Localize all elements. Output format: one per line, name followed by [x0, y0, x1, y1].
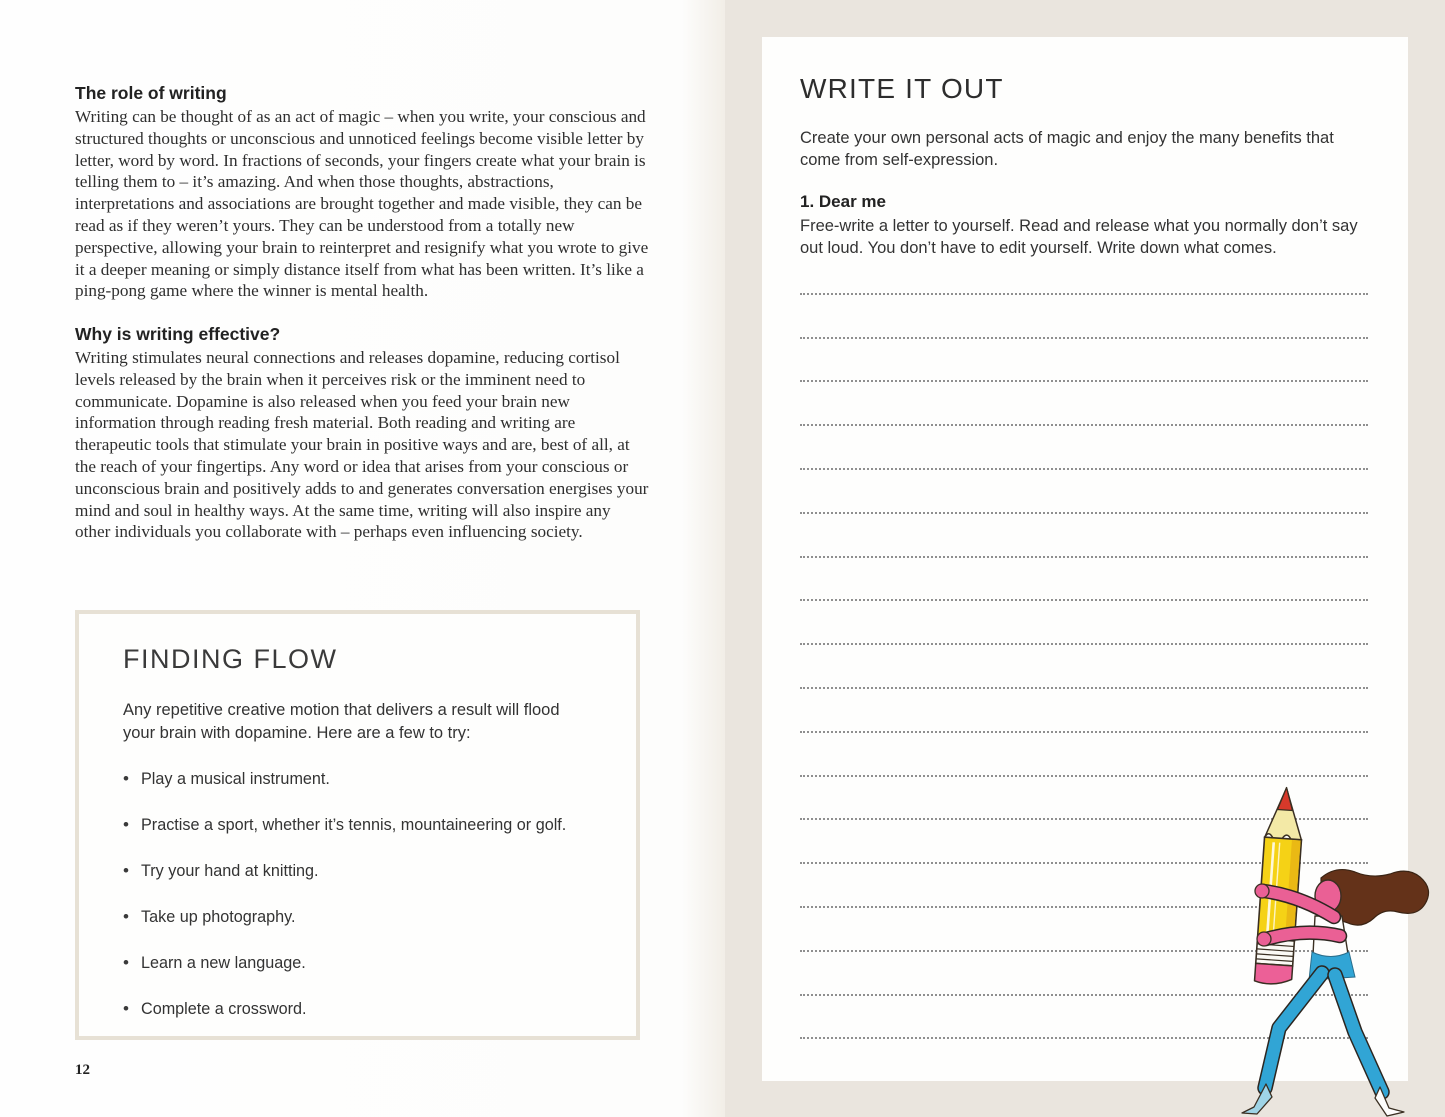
- writing-line: [800, 514, 1368, 558]
- section-body-role-of-writing: Writing can be thought of as an act of magic – when you write, your conscious and structured thoughts or unconscious and unnoticed feelings become visible letter by letter, word by word. In fractions of seconds, your fingers create what your brain is telling them to – it’s amazing. And when those thoughts, abstractions, interpretations and associations are brought together and made visible, they can be read as if they weren’t yours. They can be understood from a totally new perspective, allowing your brain to reinterpret and resignify what you wrote to give it a deeper meaning or simply distance itself from what has been written. It’s like a ping-pong game where the winner is mental health.: [75, 107, 649, 301]
- section-heading-why-effective: Why is writing effective?: [75, 324, 281, 344]
- exercise-heading: 1. Dear me: [800, 192, 886, 211]
- pencil-red-tip: [1278, 787, 1295, 810]
- finding-flow-callout-box: [75, 610, 640, 1040]
- writing-line: [800, 689, 1368, 733]
- pencil-woman-illustration: [1150, 780, 1445, 1117]
- section-body-why-effective: Writing stimulates neural connections and releases dopamine, reducing cortisol levels released by the brain when it perceives risk or the imminent need to communicate. Dopamine is also released when you feed your brain new information through reading fresh material. Both reading and writing are therapeutic tools that stimulate your brain in positive ways and are, best of all, at the reach of your fingertips. Any word or idea that arises from your conscious or unconscious brain and positively adds to and generates conversation energises your mind and soul in healthy ways. At the same time, writing will also inspire any other individuals you collaborate with – perhaps even influencing society.: [75, 348, 649, 542]
- list-item: • Play a musical instrument.: [123, 770, 592, 789]
- callout-title: FINDING FLOW: [123, 644, 338, 674]
- writing-line: [800, 645, 1368, 689]
- callout-list: [123, 770, 592, 1019]
- list-item: • Complete a crossword.: [123, 1000, 592, 1019]
- front-leg: [1335, 975, 1382, 1092]
- hand: [1255, 884, 1269, 898]
- back-foot: [1242, 1084, 1272, 1114]
- list-item: • Learn a new language.: [123, 954, 592, 973]
- list-item: • Practise a sport, whether it’s tennis, mountaineering or golf.: [123, 816, 592, 835]
- lower-arm: [1266, 933, 1340, 939]
- page-title: WRITE IT OUT: [800, 73, 1004, 104]
- page-number: 12: [75, 1062, 90, 1078]
- writing-line: [800, 601, 1368, 645]
- hand: [1257, 932, 1271, 946]
- list-item: • Take up photography.: [123, 908, 592, 927]
- writing-line: [800, 251, 1368, 295]
- exercise-body: Free-write a letter to yourself. Read and release what you normally don’t say out loud. You don’t have to edit yourself. Write down what comes.: [800, 217, 1358, 257]
- pencil-eraser: [1254, 963, 1292, 985]
- callout-intro: Any repetitive creative motion that delivers a result will flood your brain with dopamine. Here are a few to try:: [123, 701, 560, 742]
- writing-line: [800, 558, 1368, 602]
- writing-line: [800, 339, 1368, 383]
- writing-line: [800, 470, 1368, 514]
- back-leg: [1265, 973, 1322, 1088]
- writing-line: [800, 733, 1368, 777]
- section-heading-role-of-writing: The role of writing: [75, 83, 227, 103]
- page-intro: Create your own personal acts of magic and enjoy the many benefits that come from self-expression.: [800, 129, 1334, 169]
- writing-line: [800, 426, 1368, 470]
- writing-line: [800, 295, 1368, 339]
- list-item: • Try your hand at knitting.: [123, 862, 592, 881]
- writing-line: [800, 382, 1368, 426]
